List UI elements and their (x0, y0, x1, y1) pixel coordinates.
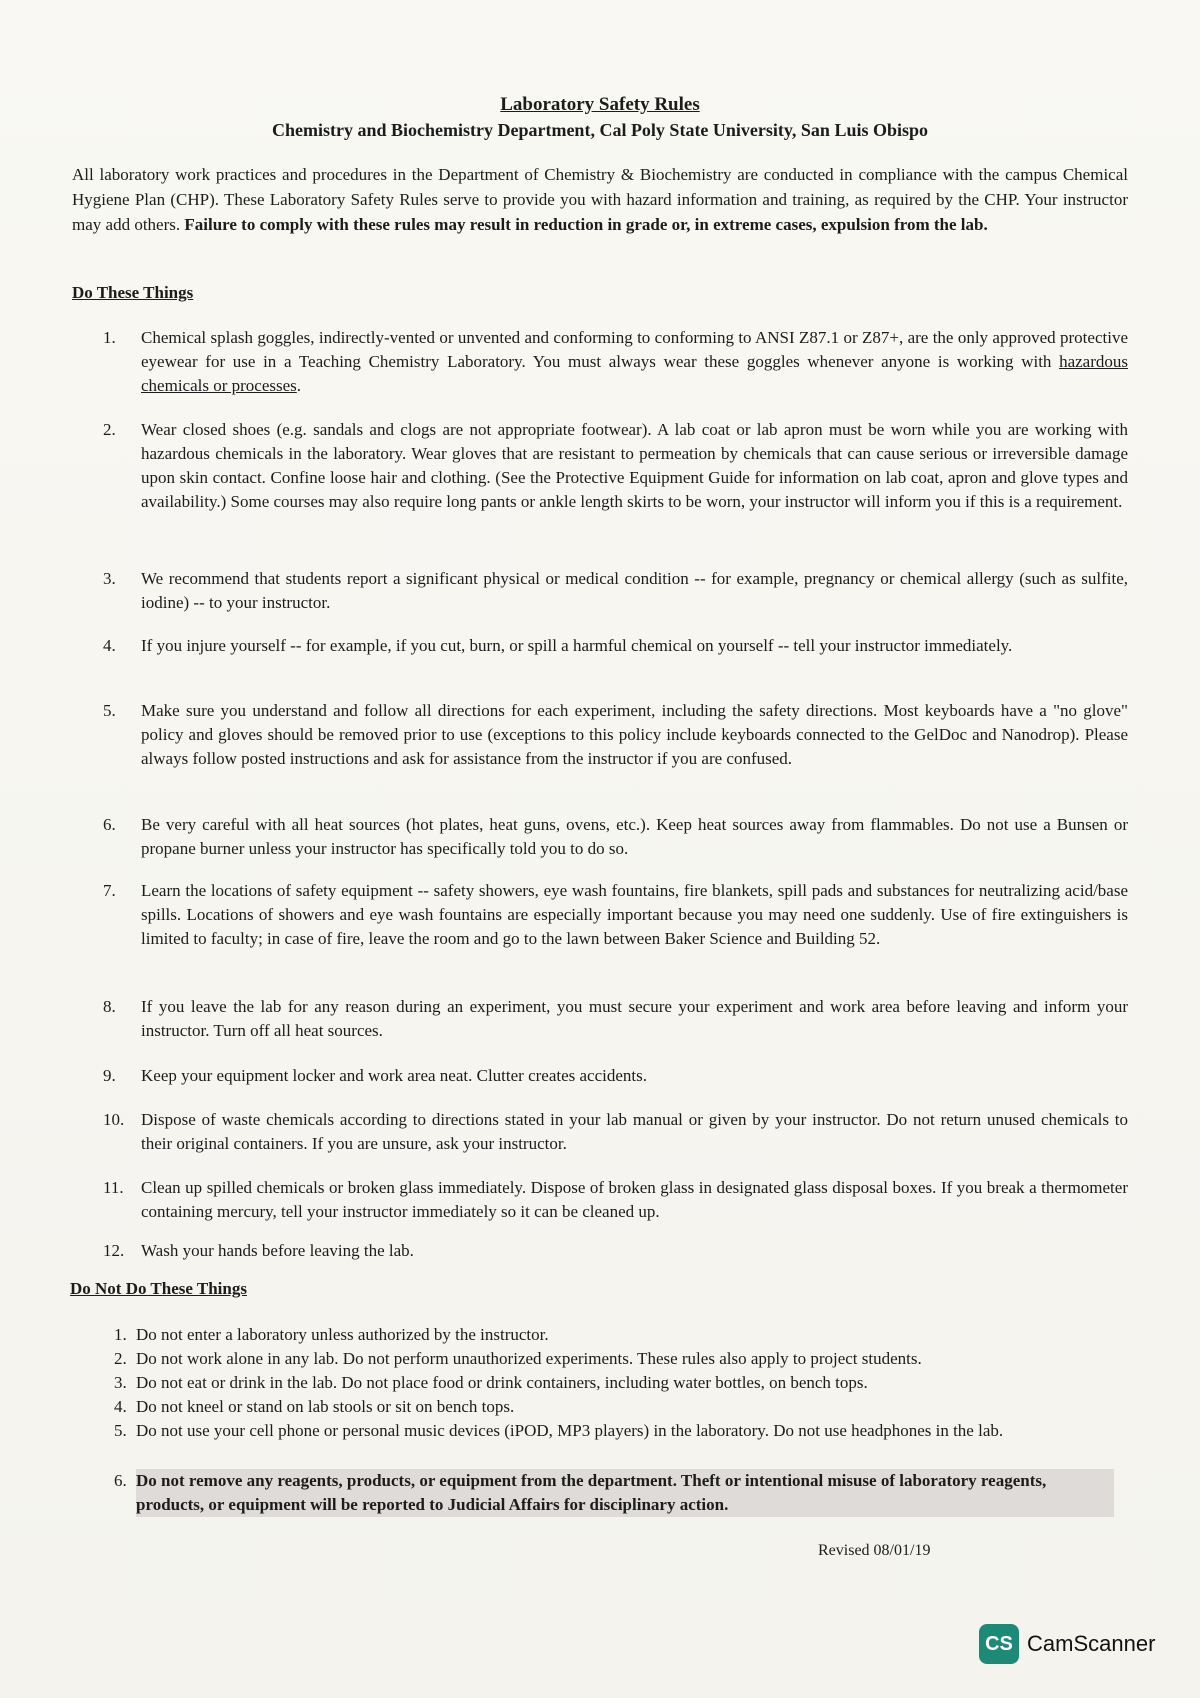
item-text: Chemical splash goggles, indirectly-vented or unvented and conforming to conforming to ANSI Z87.1 or Z87+, are the only approved protective eyewear for use in a Teaching Chemistry Laboratory. You must always wear these goggles whenever anyone is working with hazardous chemicals or processes. (141, 328, 1128, 395)
item-number: 5. (103, 701, 116, 720)
do-item (103, 634, 1128, 658)
dont-item (114, 1347, 1114, 1371)
intro-warning: Failure to comply with these rules may result in reduction in grade or, in extreme cases, expulsion from the lab. (184, 215, 988, 234)
underlined-phrase: hazardous chemicals or processes (141, 352, 1128, 395)
item-number: 6. (114, 1471, 127, 1490)
camscanner-brand-text: CamScanner (1027, 1631, 1156, 1656)
do-item (103, 418, 1128, 514)
item-number: 2. (103, 420, 116, 439)
item-number: 9. (103, 1066, 116, 1085)
item-number: 12. (103, 1241, 125, 1260)
item-text: Do not use your cell phone or personal music devices (iPOD, MP3 players) in the laboratory. Do not use headphones in the lab. (136, 1421, 1004, 1440)
revision-date: Revised 08/01/19 (818, 1542, 931, 1559)
do-item (103, 1176, 1128, 1224)
item-text: Wash your hands before leaving the lab. (141, 1241, 414, 1260)
dont-item (114, 1371, 1114, 1395)
item-text: Be very careful with all heat sources (hot plates, heat guns, ovens, etc.). Keep heat sources away from flammables. Do not use a Bunsen or propane burner unless your instructor has specifically told you to do so. (141, 815, 1128, 858)
camscanner-logo-icon: CS (979, 1624, 1019, 1664)
do-section-heading: Do These Things (72, 283, 194, 302)
item-number: 2. (114, 1349, 127, 1368)
item-number: 6. (103, 815, 116, 834)
item-number: 3. (103, 569, 116, 588)
item-text: Dispose of waste chemicals according to directions stated in your lab manual or given by your instructor. Do not return unused chemicals to their original containers. If you are unsure, ask your instructor. (141, 1110, 1128, 1153)
item-number: 10. (103, 1110, 125, 1129)
dont-item (114, 1419, 1114, 1443)
item-text: Do not enter a laboratory unless authorized by the instructor. (136, 1325, 549, 1344)
item-text: If you injure yourself -- for example, if you cut, burn, or spill a harmful chemical on yourself -- tell your instructor immediately. (141, 636, 1013, 655)
item-text: We recommend that students report a significant physical or medical condition -- for example, pregnancy or chemical allergy (such as sulfite, iodine) -- to your instructor. (141, 569, 1128, 612)
dont-item (114, 1395, 1114, 1419)
intro-text: All laboratory work practices and procedures in the Department of Chemistry & Biochemistry are conducted in compliance with the campus Chemical Hygiene Plan (CHP). These Laboratory Safety Rules serve to provide you with hazard information and training, as required by the CHP. Your instructor may add others. (72, 165, 1128, 234)
dont-section-heading: Do Not Do These Things (70, 1279, 247, 1298)
do-item (103, 995, 1128, 1043)
do-item (103, 1108, 1128, 1156)
page-subtitle: Chemistry and Biochemistry Department, Cal Poly State University, San Luis Obispo (271, 120, 928, 140)
item-text: Do not work alone in any lab. Do not perform unauthorized experiments. These rules also apply to project students. (136, 1349, 922, 1368)
do-item (103, 813, 1128, 861)
item-number: 7. (103, 881, 116, 900)
item-text: If you leave the lab for any reason during an experiment, you must secure your experiment and work area before leaving and inform your instructor. Turn off all heat sources. (141, 997, 1128, 1040)
item-text: Do not kneel or stand on lab stools or sit on bench tops. (136, 1397, 515, 1416)
do-item (103, 1239, 1128, 1263)
page-title: Laboratory Safety Rules (500, 94, 700, 115)
item-number: 1. (103, 328, 116, 347)
item-number: 4. (103, 636, 116, 655)
item-number: 5. (114, 1421, 127, 1440)
item-text: Make sure you understand and follow all directions for each experiment, including the safety directions. Most keyboards have a "no glove" policy and gloves should be removed prior to use (exceptions to this policy include keyboards connected to the GelDoc and Nanodrop). Please always follow posted instructions and ask for assistance from the instructor if you are confused. (141, 701, 1128, 768)
do-item (103, 699, 1128, 771)
do-item (103, 567, 1128, 615)
item-number: 1. (114, 1325, 127, 1344)
item-text: Learn the locations of safety equipment -- safety showers, eye wash fountains, fire blankets, spill pads and substances for neutralizing acid/base spills. Locations of showers and eye wash fountains are especially important because you may need one suddenly. Use of fire extinguishers is limited to faculty; in case of fire, leave the room and go to the lawn between Baker Science and Building 52. (141, 881, 1128, 948)
do-item (103, 879, 1128, 951)
do-item (103, 1064, 1128, 1088)
intro-paragraph (72, 162, 1128, 237)
highlighted-warning-text: Do not remove any reagents, products, or equipment from the department. Theft or intentional misuse of laboratory reagents, products, or equipment will be reported to Judicial Affairs for disciplinary action. (136, 1469, 1114, 1517)
item-number: 11. (103, 1178, 124, 1197)
camscanner-watermark (979, 1622, 1155, 1666)
dont-item (114, 1323, 1114, 1347)
item-text: Keep your equipment locker and work area neat. Clutter creates accidents. (141, 1066, 647, 1085)
dont-item (114, 1469, 1114, 1517)
item-number: 4. (114, 1397, 127, 1416)
item-number: 8. (103, 997, 116, 1016)
item-number: 3. (114, 1373, 127, 1392)
do-item (103, 326, 1128, 398)
item-text: Clean up spilled chemicals or broken glass immediately. Dispose of broken glass in designated glass disposal boxes. If you break a thermometer containing mercury, tell your instructor immediately so it can be cleaned up. (141, 1178, 1128, 1221)
item-text: Wear closed shoes (e.g. sandals and clogs are not appropriate footwear). A lab coat or lab apron must be worn while you are working with hazardous chemicals in the laboratory. Wear gloves that are resistant to permeation by chemicals that can cause serious or irreversible damage upon skin contact. Confine loose hair and clothing. (See the Protective Equipment Guide for information on lab coat, apron and glove types and availability.) Some courses may also require long pants or ankle length skirts to be worn, your instructor will inform you if this is a requirement. (141, 420, 1128, 511)
item-text: Do not eat or drink in the lab. Do not place food or drink containers, including water bottles, on bench tops. (136, 1373, 868, 1392)
